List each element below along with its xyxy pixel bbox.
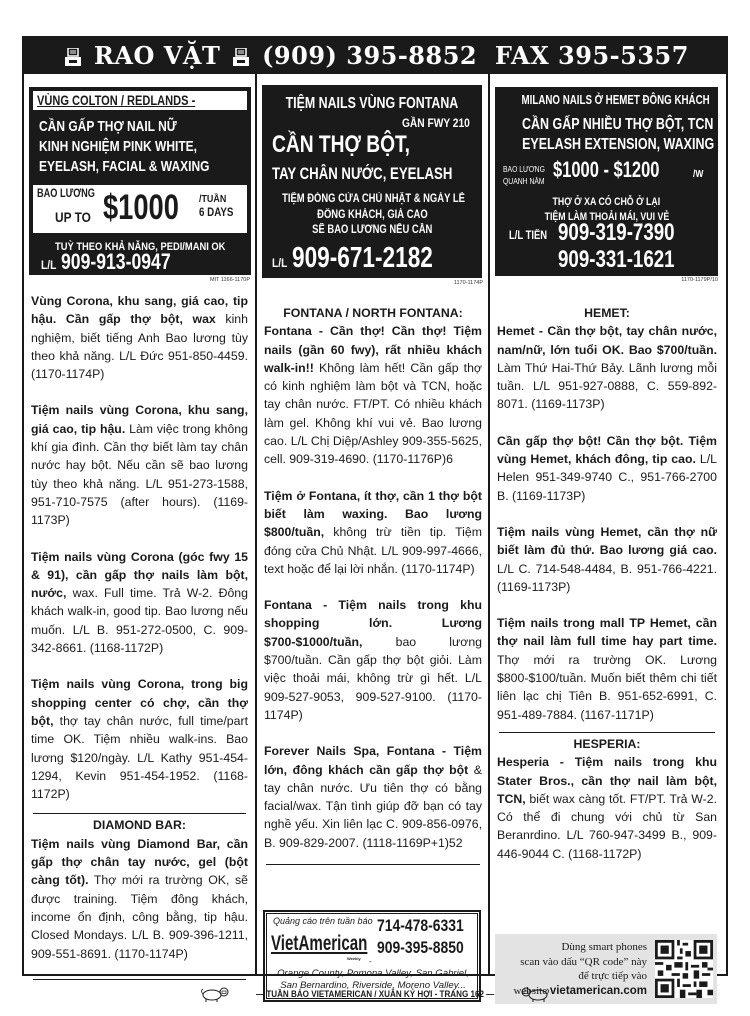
section-divider [266, 864, 480, 865]
promo-phone-2: 909-395-8850 [377, 938, 464, 957]
section-heading-diamond-bar: DIAMOND BAR: [93, 818, 186, 833]
ad-milano [495, 87, 718, 276]
listing [31, 835, 248, 963]
footer-text: — TUẦN BÁO VIETAMERICAN / XUÂN KỶ HỢI - TRANG 162 — [255, 988, 495, 1000]
fax-machine-icon [65, 48, 81, 66]
listing-bold: Tiệm nails vùng Hemet, cần thợ nữ biết làm đủ thứ. Bao lương giá cao. [497, 524, 717, 558]
ad-fontana-line5: TIỆM ĐÓNG CỬA CHỦ NHẬT & NGÀY LỄ [282, 193, 465, 205]
ad-fontana [262, 85, 482, 278]
ad-fontana-line4: TAY CHÂN NƯỚC, EYELASH [272, 165, 453, 183]
ad-fontana-line6: ĐÔNG KHÁCH, GIÁ CAO [316, 208, 428, 221]
promo-brand-logo: VietAmerican [271, 932, 368, 955]
listing-bold: Fontana - Cần thợ! Cần thợ! Tiệm nails (gần 60 fwy), rất nhiều khách walk-in!! [264, 324, 482, 375]
ad-milano-line1: MILANO NAILS Ở HEMET ĐÔNG KHÁCH [521, 93, 710, 107]
ad-milano-phone-2: 909-331-1621 [558, 246, 675, 273]
qr-line-4-prefix: website [513, 984, 550, 997]
column-2 [257, 74, 490, 991]
ad-milano-line3: EYELASH EXTENSION, WAXING [522, 136, 715, 153]
section-heading-hesperia: HESPERIA: [573, 736, 641, 751]
column-1 [24, 74, 257, 974]
listing-text: Làm Thứ Hai-Thứ Bảy. Lãnh lương mỗi tuần. L/L 951-927-0888, C. 559-892-8071. (1169-1173P) [497, 360, 717, 412]
listing-text: & tay chân nước. Ưu tiên thợ có bằng facial/wax. Tận tình giúp đỡ bạn có tay nghề yếu. Xin liên lạc C. 909-856-0976, B. 909-829-2007. (1118-1169P+1)52 [264, 762, 482, 850]
listing-bold: Vùng Corona, khu sang, giá cao, tip hậu. Cần gấp thợ bột, wax [31, 294, 248, 327]
listing [264, 487, 482, 578]
listing-text: L/L Helen 951-349-9740 C., 951-766-2700 B. (1169-1173P) [497, 452, 717, 503]
listing [264, 742, 482, 852]
listing [497, 614, 717, 724]
listing-bold: Tiệm nails vùng Corona, khu sang, giá cao, tip hậu. [31, 403, 248, 436]
listing-text: Làm việc trong không khí gia đình. Cần thợ biết làm tay chân nước hay bột. Nếu cần sẽ bao lương tùy theo khả năng. L/L 951-273-1588, 951-710-7575 (after hours). (1169-1173P) [31, 421, 248, 528]
banner-phone: (909) 395-8852 [262, 41, 478, 70]
listing [497, 523, 717, 596]
ad-milano-line4: THỢ Ở XA CÓ CHỖ Ở LẠI [552, 196, 661, 208]
ad-milano-code: 1170-1179P/10 [681, 277, 718, 283]
listing-text: bao lương $700/tuần. Cần gấp thợ bột giỏi. Làm việc thoải mái, không trừ gì hết. L/L 909-527-9053, 909-527-9100. (1170-1174P) [264, 634, 482, 722]
listing [31, 401, 248, 529]
col3-listings [497, 304, 717, 863]
listing-text: thợ tay chân nước, full time/part time OK. Tiệm nhiều walk-ins. Bao lương $120/ngày. L/L Kathy 951-454-1294, Kevin 951-454-1952. (1168-1172P) [31, 713, 248, 802]
ad-colton-per-week: /TUẦN [199, 193, 227, 205]
listing-bold: Hemet - Cần thợ bột, tay chân nước, nam/nữ, lớn tuổi OK. Bao $700/tuần. [497, 324, 717, 357]
ad-colton-pay-label: BAO LƯƠNG [37, 188, 95, 200]
listing-text: L/L C. 714-548-4484, B. 951-766-4221. (1169-1173P) [497, 561, 717, 594]
ad-colton [29, 87, 251, 275]
listing-text: biết wax càng tốt. FT/PT. Trả W-2. Có thể đi chung với chủ từ San Beranrdino. L/L 760-947-3499 B., 909-446-9044 C. (1168-1172P) [497, 791, 717, 861]
listing [31, 292, 248, 383]
ad-milano-amount: $1000 - $1200 [553, 157, 660, 182]
promo-areas: Orange County, Pomona Valley, San Gabriel, San Bernardino, Riverside, Moreno Valley... [277, 968, 469, 991]
listing-bold: Tiệm ở Fontana, ít thợ, cần 1 thợ bột biết làm waxing. Bao lương $800/tuần, [264, 488, 482, 540]
banner-title: RAO VẶT [93, 41, 221, 70]
listing [497, 322, 717, 413]
ad-fontana-contact-prefix: L/L [272, 256, 288, 270]
pig-icon [200, 986, 232, 1002]
ad-fontana-line7: SẼ BAO LƯƠNG NẾU CẦN [311, 224, 433, 236]
ad-milano-pay-label-1: BAO LƯƠNG [503, 165, 545, 174]
listing-text: Thợ mới ra trường OK, sẽ được training. Tiệm đông khách, income ổn định, công bằng, tip hậu. Closed Mondays. L/L B. 909-396-1211, 909-551-8691. (1170-1174P) [31, 873, 248, 961]
header-banner [24, 38, 726, 74]
fax-machine-icon [233, 48, 249, 66]
listing [264, 596, 482, 724]
listing-bold: Fontana - Tiệm nails trong khu shopping lớn. Lương $700-$1000/tuần, [264, 598, 482, 649]
listing-text: không trừ tiền tip. Tiệm đóng cửa Chủ Nhật. L/L 909-997-4666, text hoặc để lại lời nhắn. (1170-1174P) [264, 525, 482, 576]
ad-colton-heading: VÙNG COLTON / REDLANDS - [37, 93, 196, 108]
listing-bold: Hesperia - Tiệm nails trong khu Stater Bros., cần thợ nail làm bột, TCN, [497, 755, 717, 806]
listing [31, 548, 248, 658]
qr-line-1: Dùng smart phones [561, 941, 647, 953]
ad-milano-contact-prefix: L/L TIÊN [509, 230, 548, 242]
ad-colton-line1: CẦN GẤP THỢ NAIL NỮ [39, 118, 177, 135]
section-heading-fontana: FONTANA / NORTH FONTANA: [283, 306, 463, 320]
listing-text: Thợ mới ra trường OK. Lương $800-$100/tuần. Muốn biết thêm chi tiết liên lạc chị Tiên B. 951-652-6991, C. 951-489-7884. (1167-1171P) [497, 652, 717, 722]
ad-colton-note: TUỲ THEO KHẢ NĂNG, PEDI/MANI OK [54, 241, 226, 253]
ad-milano-line5: TIỆM LÀM THOẢI MÁI, VUI VẺ [544, 211, 669, 223]
ad-milano-per: /W [693, 169, 704, 180]
section-heading-hemet: HEMET: [584, 306, 630, 320]
ad-milano-phone-1: 909-319-7390 [558, 219, 675, 246]
ad-fontana-phone: 909-671-2182 [292, 242, 434, 274]
column-3 [490, 74, 726, 997]
col1-listings [31, 292, 248, 980]
listing-text: wax. Full time. Trả W-2. Đông khách walk-in, good tip. Bao lương nếu muốn. L/L B. 951-272-0500, C. 909-342-8661. (1168-1172P) [31, 586, 248, 656]
promo-caption: Quảng cáo trên tuần báo [273, 916, 373, 926]
ad-fontana-line2: GẦN FWY 210 [402, 116, 470, 130]
ad-fontana-line1: TIỆM NAILS VÙNG FONTANA [285, 95, 459, 112]
ad-colton-code: MIT 1166-1170P [209, 277, 250, 283]
ad-milano-pay-label-2: QUANH NĂM [503, 177, 545, 186]
promo-brand-sub: Weekly [347, 956, 361, 961]
section-divider [33, 979, 246, 980]
promo-phone-1: 714-478-6331 [377, 916, 464, 935]
section-divider [499, 732, 715, 733]
listing-bold: Tiệm nails vùng Diamond Bar, cần gấp thợ chân tay nước, gel (bột càng tốt). [31, 836, 248, 888]
listing-bold: Tiệm nails trong mall TP Hemet, cần thợ nail làm full time hay part time. [497, 616, 717, 649]
ad-colton-phone: 909-913-0947 [61, 249, 172, 274]
ad-colton-amount: $1000 [103, 188, 179, 227]
ad-colton-contact-prefix: L/L [41, 258, 57, 272]
ad-colton-up-to: UP TO [55, 209, 91, 225]
website-link[interactable]: vietamerican.com [549, 984, 647, 997]
listing-text: Không làm hết! Cần gấp thợ có kinh nghiệm làm bột và TCN, hoặc tay chân nước. FT/PT. Có nhiều khách làm gel. Không khí vui vẻ. Bao lương cao. L/L Chị Diệp/Ashley 909-355-5625, cell. 909-319-4690. (1170-1176P)6 [264, 360, 482, 467]
listing [497, 753, 717, 863]
ad-colton-days: 6 DAYS [199, 207, 234, 219]
col2-listings [264, 304, 482, 865]
listing [264, 322, 482, 468]
pig-icon [518, 986, 550, 1002]
listing [31, 675, 248, 803]
qr-line-2: scan vào dấu “QR code” này [520, 955, 647, 968]
ad-milano-line2: CẦN GẤP NHIỀU THỢ BỘT, TCN [521, 116, 714, 133]
section-divider [33, 813, 246, 814]
listing-text: kinh nghiệm, biết tiếng Anh Bao lương tùy theo khả năng. L/L Đức 951-850-4459. (1170-1174P) [31, 312, 248, 382]
page-footer [0, 986, 750, 1002]
listing-bold: Cần gấp thợ bột! Cần thợ bột. Tiệm vùng Hemet, khách đông, tip cao. [497, 433, 717, 467]
ad-colton-line2: KINH NGHIỆM PINK WHITE, [39, 138, 197, 155]
ad-colton-line3: EYELASH, FACIAL & WAXING [39, 158, 210, 175]
listing-bold: Tiệm nails vùng Corona, trong big shopping center có chợ, cần thợ bột, [31, 677, 248, 728]
banner-fax: FAX 395-5357 [494, 41, 689, 70]
ad-fontana-code: 1170-1174P [453, 280, 483, 286]
listing-bold: Tiệm nails vùng Corona (góc fwy 15 & 91), cần gấp thợ nails làm bột, nước, [31, 549, 248, 601]
listing-bold: Forever Nails Spa, Fontana - Tiệm lớn, đông khách cần gấp thợ bột [264, 744, 482, 777]
listing [497, 432, 717, 505]
ad-fontana-line3: CẦN THỢ BỘT, [272, 131, 410, 158]
promo-dash: - [369, 957, 372, 966]
qr-line-3: để trực tiếp vào [578, 970, 647, 982]
